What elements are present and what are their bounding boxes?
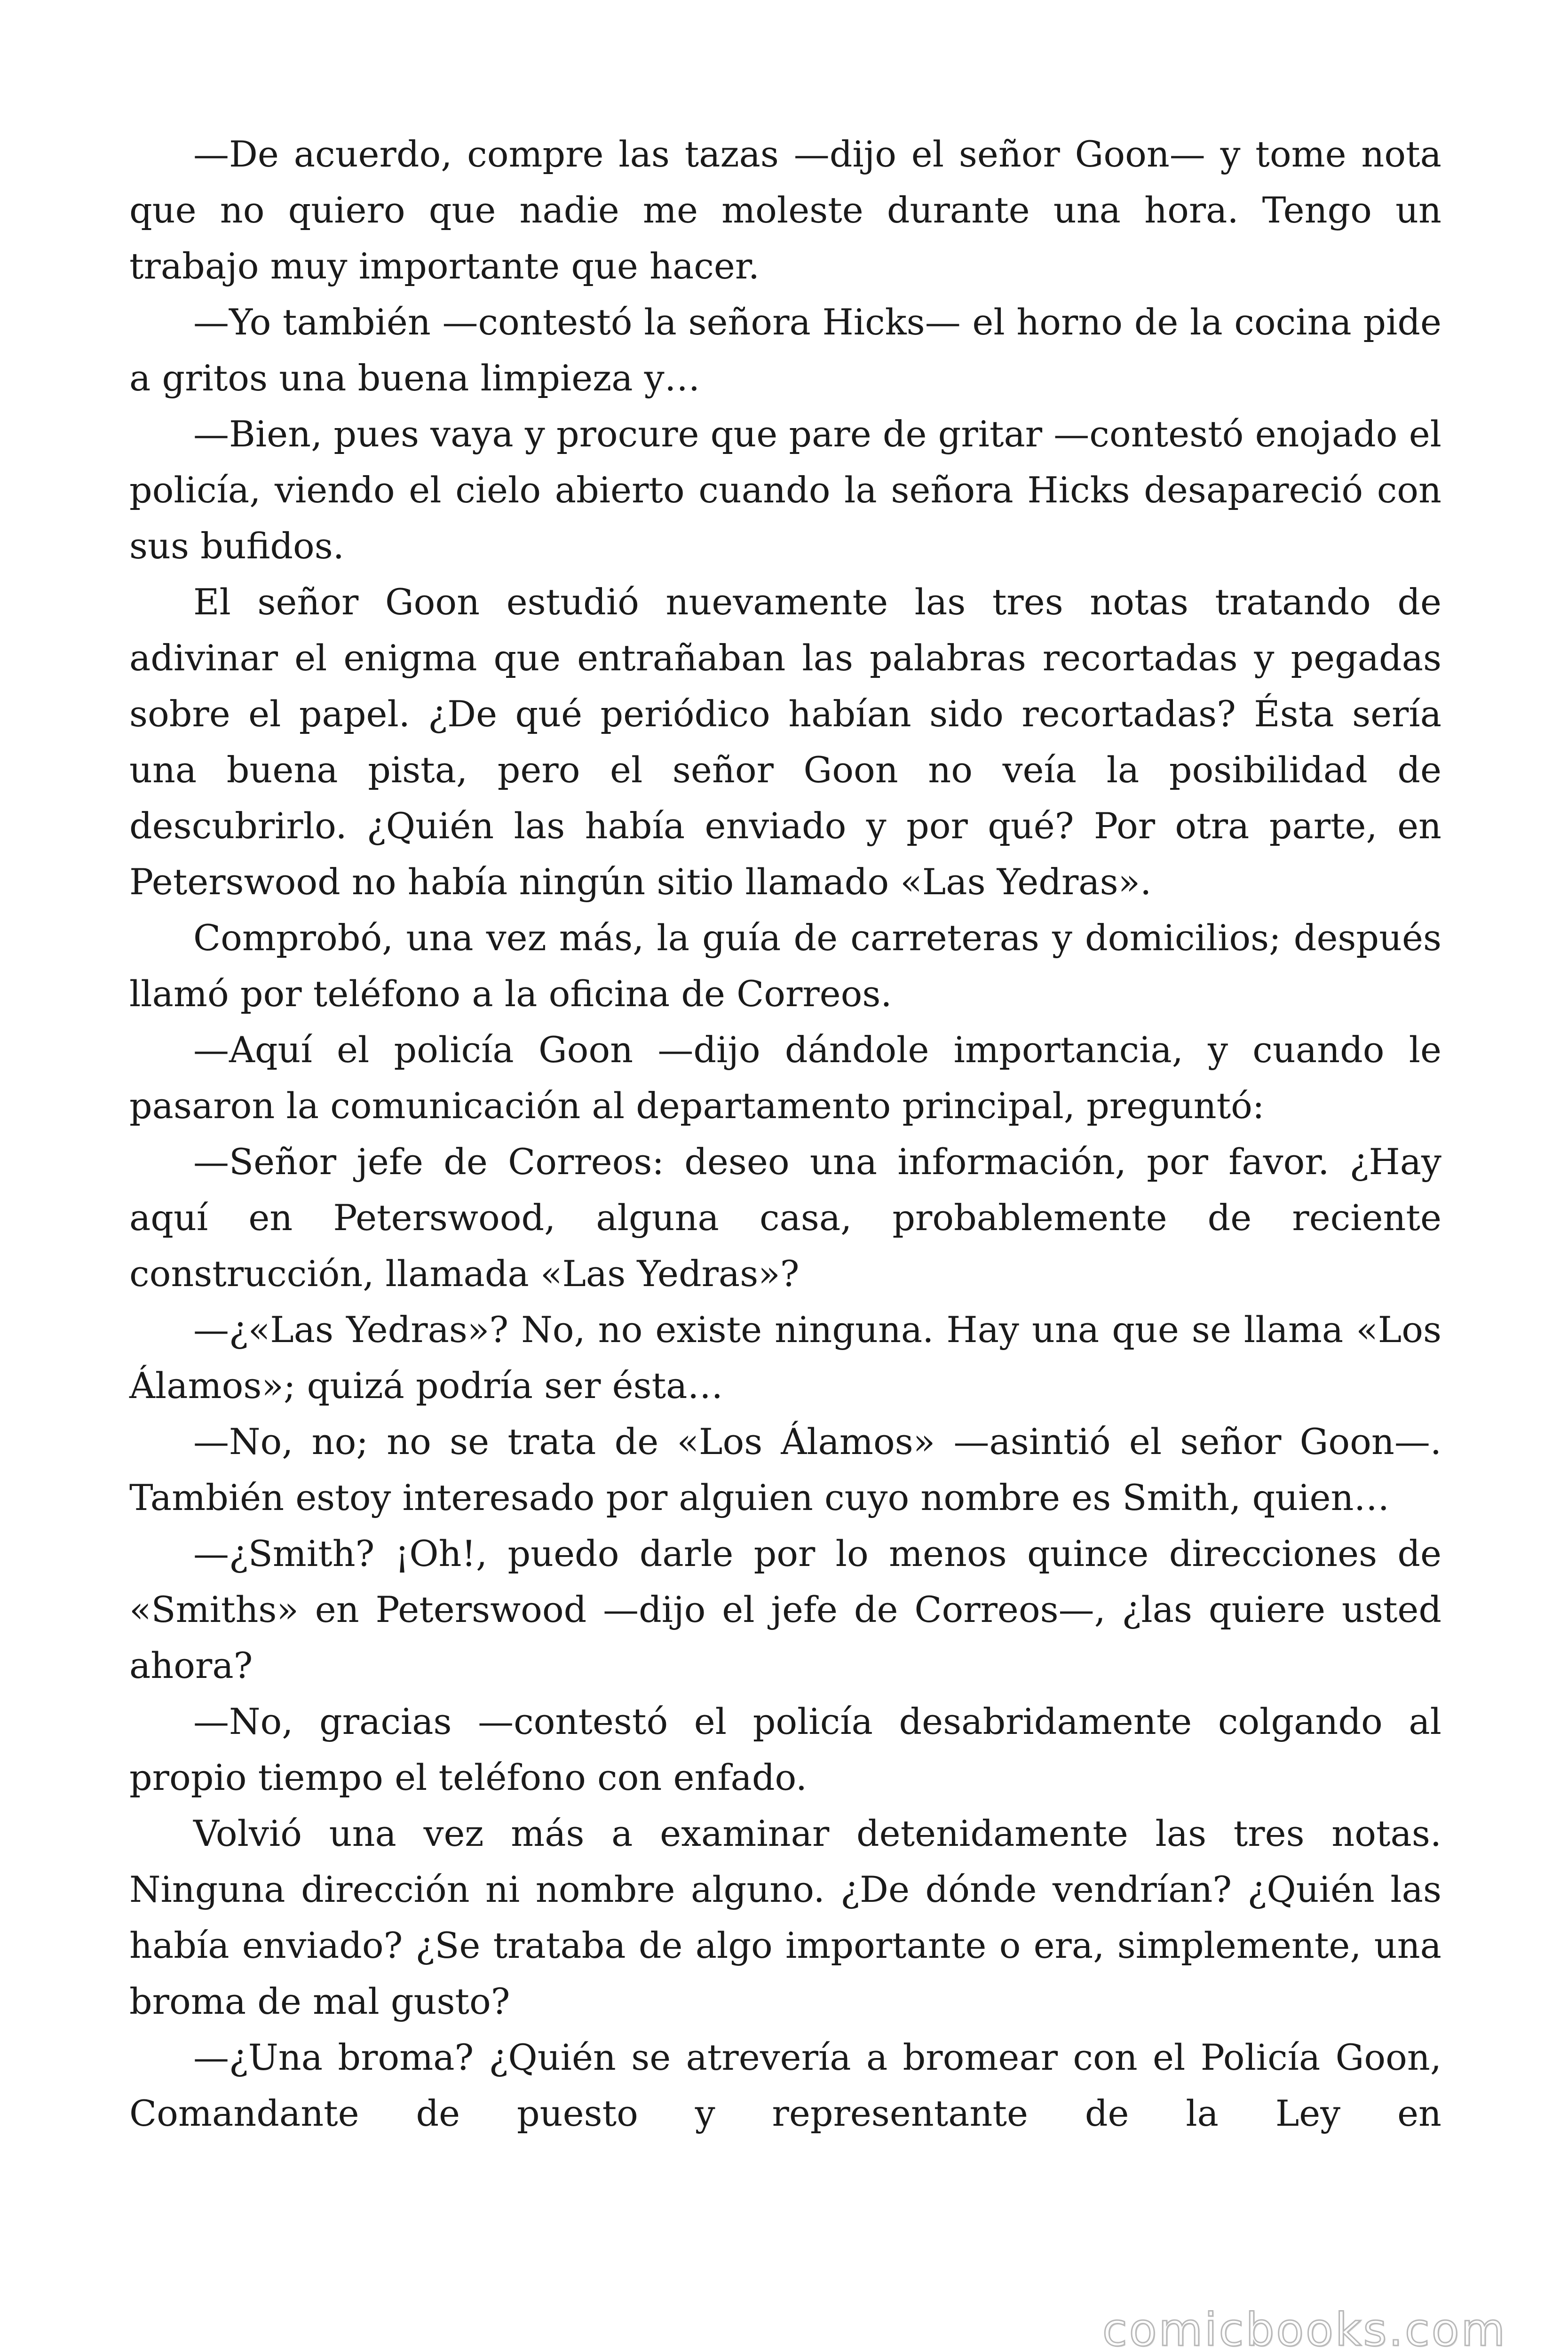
paragraph: —No, gracias —contestó el policía desabridamente colgando al propio tiempo el teléfono con enfado. — [129, 1700, 1441, 1798]
paragraph: —Bien, pues vaya y procure que pare de gritar —contestó enojado el policía, viendo el cielo abierto cuando la señora Hicks desapareció con sus bufidos. — [129, 413, 1441, 567]
paragraph: —De acuerdo, compre las tazas —dijo el señor Goon— y tome nota que no quiero que nadie me moleste durante una hora. Tengo un trabajo muy importante que hacer. — [129, 133, 1441, 287]
paragraph: —Señor jefe de Correos: deseo una información, por favor. ¿Hay aquí en Peterswood, alguna casa, probablemente de reciente construcción, llamada «Las Yedras»? — [129, 1141, 1441, 1295]
paragraph: —¿«Las Yedras»? No, no existe ninguna. Hay una que se llama «Los Álamos»; quizá podría ser ésta… — [129, 1309, 1441, 1406]
paragraph: Volvió una vez más a examinar detenidamente las tres notas. Ninguna dirección ni nombre alguno. ¿De dónde vendrían? ¿Quién las había enviado? ¿Se trataba de algo importante o era, simplemente, una broma de mal gusto? — [129, 1812, 1441, 2022]
paragraph: —¿Smith? ¡Oh!, puedo darle por lo menos quince direcciones de «Smiths» en Peterswood —dijo el jefe de Correos—, ¿las quiere usted ahora? — [129, 1533, 1441, 1686]
paragraph: El señor Goon estudió nuevamente las tres notas tratando de adivinar el enigma que entrañaban las palabras recortadas y pegadas sobre el papel. ¿De qué periódico habían sido recortadas? Ésta sería una buena pista, pero el señor Goon no veía la posibilidad de descubrirlo. ¿Quién las había enviado y por qué? Por otra parte, en Peterswood no había ningún sitio llamado «Las Yedras». — [129, 581, 1441, 903]
watermark: comicbooks.com — [1102, 2304, 1507, 2352]
paragraph: —¿Una broma? ¿Quién se atrevería a bromear con el Policía Goon, Comandante de puesto y representante de la Ley en — [129, 2036, 1441, 2134]
paragraph: Comprobó, una vez más, la guía de carreteras y domicilios; después llamó por teléfono a la oficina de Correos. — [129, 917, 1441, 1015]
paragraph: —Yo también —contestó la señora Hicks— el horno de la cocina pide a gritos una buena limpieza y… — [129, 301, 1441, 399]
paragraph: —Aquí el policía Goon —dijo dándole importancia, y cuando le pasaron la comunicación al departamento principal, preguntó: — [129, 1029, 1441, 1127]
page-body-text — [129, 126, 1441, 2141]
paragraph: —No, no; no se trata de «Los Álamos» —asintió el señor Goon—. También estoy interesado por alguien cuyo nombre es Smith, quien… — [129, 1421, 1441, 1518]
